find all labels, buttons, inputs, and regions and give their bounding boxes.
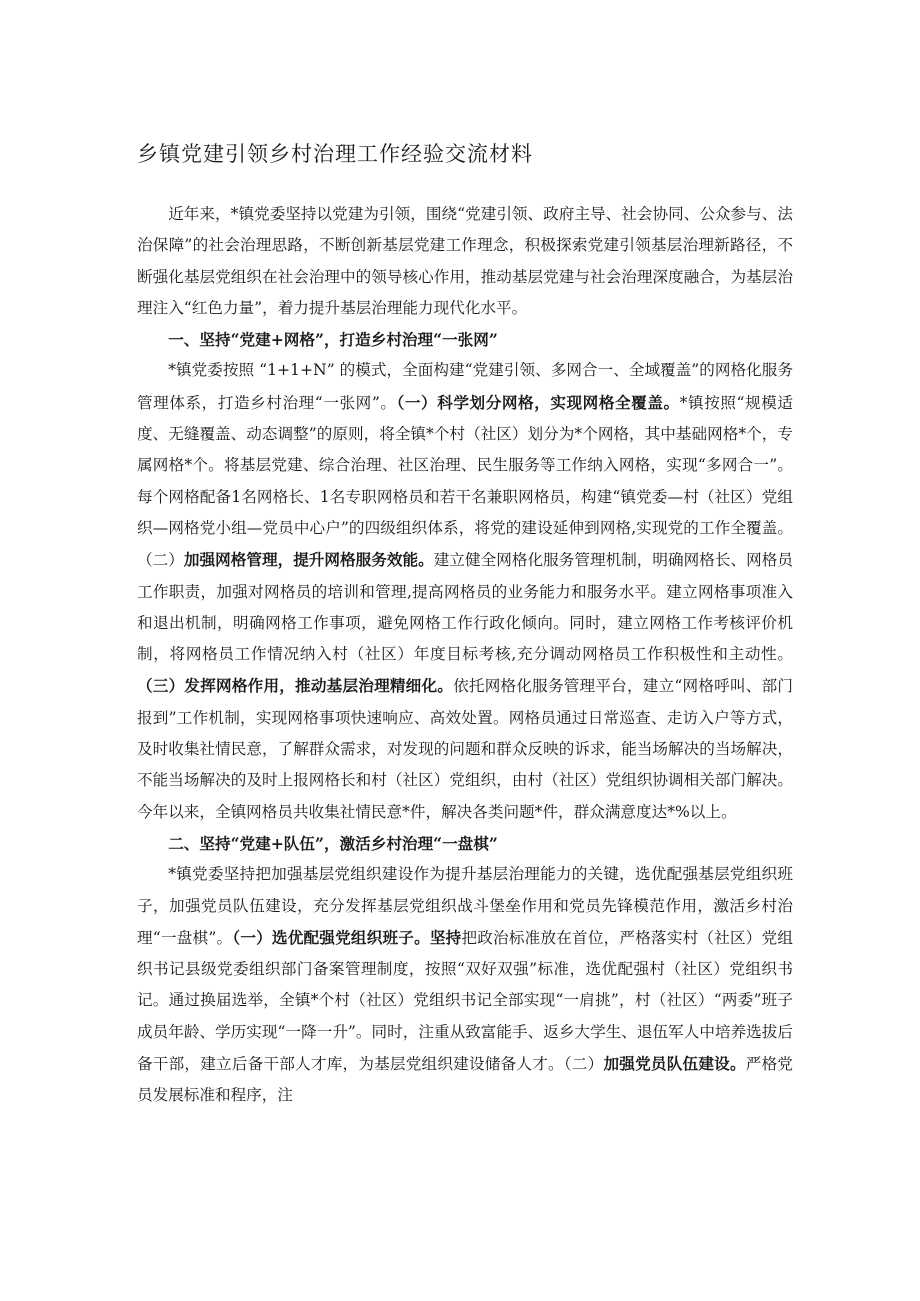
- section-1-sub-3-title: （三）发挥网格作用，推动基层治理精细化。: [137, 676, 454, 696]
- section-2-sub-2-body: 严格党员发展标准和程序，注: [137, 1055, 793, 1105]
- document-page: [137, 138, 793, 1112]
- section-2-sub-2-title: 加强党员队伍建设。: [603, 1054, 746, 1074]
- section-1-heading: 一、坚持“党建+网格”，打造乡村治理“一张网”: [168, 330, 498, 350]
- section-2-sub-1-body: 把政治标准放在首位，严格落实村（社区）党组织书记县级党委组织部门备案管理制度，按照“双好双强”标准，选优配强村（社区）党组织书记。通过换届选举，全镇*个村（社区）党组织书记全部实现“一肩挑”，村（社区）“两委”班子成员年龄、学历实现“一降一升”。同时，注重从致富能手、返乡大学生、退伍军人中培养选拔后备干部，建立后备干部人才库，为基层党组织建设储备人才。: [137, 928, 793, 1074]
- section-1-sub-2-body: 建立健全网格化服务管理机制，明确网格长、网格员工作职责，加强对网格员的培训和管理,提高网格员的业务能力和服务水平。建立网格事项准入和退出机制，明确网格工作事项，避免网格工作行政化倾向。同时，建立网格工作考核评价机制，将网格员工作情况纳入村（社区）年度目标考核,充分调动网格员工作积极性和主动性。: [137, 551, 793, 664]
- section-2-body: [137, 859, 793, 1111]
- section-2-lead: *镇党委坚持把加强基层党组织建设作为提升基层治理能力的关键，选优配强基层党组织班子，加强党员队伍建设，充分发挥基层党组织战斗堡垒作用和党员先锋模范作用，激活乡村治理“一盘棋”。: [137, 865, 793, 947]
- section-1-sub-2-title: 加强网格管理，提升网格服务效能。: [183, 550, 434, 570]
- section-1-sub-3-body: 依托网格化服务管理平台，建立“网格呼叫、部门报到”工作机制，实现网格事项快速响应、高效处置。网格员通过日常巡查、走访入户等方式，及时收集社情民意，了解群众需求，对发现的问题和群众反映的诉求，能当场解决的当场解决，不能当场解决的及时上报网格长和村（社区）党组织，由村（社区）党组织协调相关部门解决。今年以来，全镇网格员共收集社情民意*件，解决各类问题*件，群众满意度达*%以上。: [137, 677, 793, 821]
- intro-paragraph: 近年来，*镇党委坚持以党建为引领，围绕“党建引领、政府主导、社会协同、公众参与、法治保障”的社会治理思路，不断创新基层党建工作理念，积极探索党建引领基层治理新路径，不断强化基层党组织在社会治理中的领导核心作用，推动基层党建与社会治理深度融合，为基层治理注入“红色力量”，着力提升基层治理能力现代化水平。: [137, 205, 793, 317]
- section-1-sub-1-title: （一）科学划分网格，实现网格全覆盖。: [396, 392, 680, 412]
- section-2-sub-2-number: （二）: [563, 1055, 604, 1074]
- section-1-body: [137, 355, 793, 827]
- section-1-sub-1-body: *镇按照“规模适度、无缝覆盖、动态调整”的原则，将全镇*个村（社区）划分为*个网格，其中基础网格*个，专属网格*个。将基层党建、综合治理、社区治理、民生服务等工作纳入网格，实现“多网合一”。每个网格配备1名网格长、1名专职网格员和若干名兼职网格员，构建“镇党委—村（社区）党组织—网格党小组—党员中心户”的四级组织体系，将党的建设延伸到网格,实现党的工作全覆盖。: [137, 393, 793, 537]
- section-2-heading: 二、坚持“党建+队伍”，激活乡村治理“一盘棋”: [168, 833, 498, 853]
- document-title: 乡镇党建引领乡村治理工作经验交流材料: [137, 142, 533, 166]
- section-1-sub-2-number: （二）: [137, 551, 184, 570]
- section-1-lead: *镇党委按照 “1+1+N” 的模式，全面构建“党建引领、多网合一、全域覆盖”的网格化服务管理体系，打造乡村治理“一张网”。: [137, 361, 793, 412]
- section-2-sub-1-title: （一）选优配强党组织班子。坚持: [232, 927, 462, 947]
